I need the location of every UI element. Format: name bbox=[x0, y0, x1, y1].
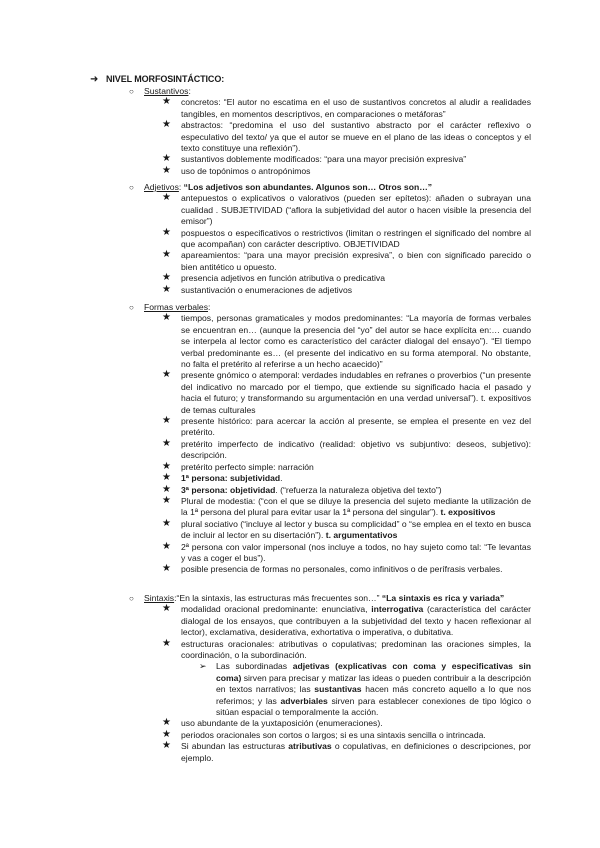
star-bullet-icon: ★ bbox=[162, 96, 171, 108]
star-bullet-icon: ★ bbox=[162, 494, 171, 506]
circle-bullet-icon: ○ bbox=[129, 87, 134, 96]
section-label: Adjetivos bbox=[144, 182, 179, 192]
arrowhead-bullet-icon: ➢ bbox=[199, 661, 207, 672]
list-item: ★ plural sociativo (“incluye al lector y busca su complicidad” o “se emplea en el texto en busca de incluir al lector en su disertación”). t. argumentativos bbox=[162, 517, 531, 541]
star-bullet-icon: ★ bbox=[162, 119, 171, 131]
section-label: Sustantivos bbox=[144, 86, 189, 96]
list-item: ★ estructuras oracionales: atributivas o copulativas; predominan las oraciones simples, la coordinación, o la subordinación. bbox=[162, 637, 531, 661]
star-bullet-icon: ★ bbox=[162, 437, 171, 449]
star-bullet-icon: ★ bbox=[162, 460, 171, 472]
section-header: ○ Sustantivos: bbox=[129, 86, 191, 96]
list-item: ★ pretérito perfecto simple: narración bbox=[162, 460, 314, 472]
star-bullet-icon: ★ bbox=[162, 472, 171, 484]
heading-title: NIVEL MORFOSINTÁCTICO bbox=[106, 74, 222, 84]
star-bullet-icon: ★ bbox=[162, 312, 171, 324]
star-bullet-icon: ★ bbox=[162, 540, 171, 552]
star-bullet-icon: ★ bbox=[162, 153, 171, 165]
star-bullet-icon: ★ bbox=[162, 192, 171, 204]
list-item: ★ uso de topónimos o antropónimos bbox=[162, 164, 311, 176]
list-item: ★ abstractos: “predomina el uso del sustantivo abstracto por el carácter reflexivo o especulativo del texto/ ya que el autor se mueve en el plano de las ideas o conceptos y el texto constituye una reflexión”). bbox=[162, 119, 531, 154]
list-item: ★ sustantivos doblemente modificados: “para una mayor precisión expresiva” bbox=[162, 153, 467, 165]
star-bullet-icon: ★ bbox=[162, 164, 171, 176]
section-sintaxis bbox=[0, 593, 600, 764]
list-item: ★ periodos oracionales son cortos o largos; si es una sintaxis sencilla o intrincada. bbox=[162, 728, 486, 740]
list-item: ★ modalidad oracional predominante: enunciativa, interrogativa (característica del carácter dialogal de los ensayos, que contribuyen a la subjetividad del texto y hacen reflexionar al lector), exclamativa, desiderativa, exhortativa o imperativa, o dubitativa. bbox=[162, 603, 531, 638]
list-item: ★ apareamientos: “para una mayor precisión expresiva”, o bien con significado parecido o bien antitético u opuesto. bbox=[162, 249, 531, 272]
section-label: Formas verbales bbox=[144, 302, 208, 312]
arrow-icon: ➜ bbox=[90, 74, 99, 85]
star-bullet-icon: ★ bbox=[162, 369, 171, 381]
list-item: ★ sustantivación o enumeraciones de adjetivos bbox=[162, 283, 353, 295]
section-sustantivos bbox=[0, 86, 600, 177]
list-item: ★ 2ª persona con valor impersonal (nos incluye a todos, no hay sujeto como tal: “Te levantas y vas a coger el bus”). bbox=[162, 540, 531, 563]
list-item: ★ 3ª persona: objetividad. (“refuerza la naturaleza objetiva del texto”) bbox=[162, 483, 442, 495]
star-bullet-icon: ★ bbox=[162, 563, 171, 575]
section-label: Sintaxis bbox=[144, 593, 175, 603]
list-item: ★ presente gnómico o atemporal: verdades indudables en refranes o proverbios (“un presente del indicativo no marcado por el tiempo, que extiende su significado hacia el pasado y hacia el futuro; y transformando su argumentación en una verdad universal”). t. expositivos de temas culturales bbox=[162, 369, 531, 415]
star-bullet-icon: ★ bbox=[162, 728, 171, 740]
section-adjetivos bbox=[0, 182, 600, 296]
sub-list-item: ➢ Las subordinadas adjetivas (explicativas con coma y especificativas sin coma) sirven para precisar y matizar las ideas o pueden contribuir a la descripción en textos narrativos; las sustantivas hacen más concreto aquello a lo que nos referimos; y las adverbiales sirven para establecer conexiones de tipo lógico o sitúan espacial o temporalmente la acción. bbox=[199, 661, 531, 718]
star-bullet-icon: ★ bbox=[162, 717, 171, 729]
circle-bullet-icon: ○ bbox=[129, 594, 134, 603]
list-item: ★ presente histórico: para acercar la acción al presente, se emplea el presente en vez del pretérito. bbox=[162, 415, 531, 438]
circle-bullet-icon: ○ bbox=[129, 183, 134, 192]
star-bullet-icon: ★ bbox=[162, 740, 171, 752]
section-formas-verbales bbox=[0, 302, 600, 576]
list-item: ★ posible presencia de formas no personales, como infinitivos o de perífrasis verbales. bbox=[162, 563, 503, 575]
star-bullet-icon: ★ bbox=[162, 272, 171, 284]
list-item: ★ Plural de modestia: (“con el que se diluye la presencia del sujeto mediante la utilización de la 1ª persona del plural para evitar usar la 1ª persona del singular”). t. expositivos bbox=[162, 494, 531, 518]
list-item: ★ presencia adjetivos en función atributiva o predicativa bbox=[162, 272, 385, 284]
star-bullet-icon: ★ bbox=[162, 603, 171, 615]
section-note: “Los adjetivos son abundantes. Algunos son… Otros son…” bbox=[183, 182, 433, 192]
list-item: ★ antepuestos o explicativos o valorativos (pueden ser epítetos): añaden o subrayan una cualidad . SUBJETIVIDAD (“aflora la subjetividad del autor o hacen visible la presencia del emisor”) bbox=[162, 192, 531, 227]
list-item: ★ concretos: “El autor no escatima en el uso de sustantivos concretos al aludir a realidades tangibles, en momentos descriptivos, en comparaciones o metáforas” bbox=[162, 96, 531, 119]
section-header: ○ Adjetivos: “Los adjetivos son abundantes. Algunos son… Otros son…” bbox=[129, 182, 433, 192]
list-item: ★ pospuestos o especificativos o restrictivos (limitan o restringen el significado del nombre al que acompañan) con carácter descriptivo. OBJETIVIDAD bbox=[162, 226, 531, 250]
star-bullet-icon: ★ bbox=[162, 483, 171, 495]
star-bullet-icon: ★ bbox=[162, 637, 171, 649]
list-item: ★ Si abundan las estructuras atributivas o copulativas, en definiciones o descripciones, por ejemplo. bbox=[162, 740, 532, 763]
star-bullet-icon: ★ bbox=[162, 226, 171, 238]
section-header: ○ Sintaxis:“En la sintaxis, las estructuras más frecuentes son…” “La sintaxis es rica y variada” bbox=[129, 593, 505, 603]
list-item: ★ tiempos, personas gramaticales y modos predominantes: “La mayoría de formas verbales se encuentran en… (aunque la presencia del “yo” del autor se hace explícita en:… cuando se interpela al lector como es característico del carácter dialogal del ensayo”). “El tiempo verbal predominante es… (el presente del indicativo en su forma atemporal. No obstante, no falta el pretérito al referirse a un hecho acaecido)” bbox=[162, 312, 531, 370]
star-bullet-icon: ★ bbox=[162, 415, 171, 427]
section-heading: ➜ NIVEL MORFOSINTÁCTICO: bbox=[90, 74, 225, 85]
star-bullet-icon: ★ bbox=[162, 517, 171, 529]
circle-bullet-icon: ○ bbox=[129, 303, 134, 312]
list-item: ★ uso abundante de la yuxtaposición (enumeraciones). bbox=[162, 717, 383, 729]
list-item: ★ pretérito imperfecto de indicativo (realidad: objetivo vs subjuntivo: deseos, subjetivo): descripción. bbox=[162, 437, 531, 461]
section-note: “La sintaxis es rica y variada” bbox=[381, 593, 505, 603]
list-item: ★ 1ª persona: subjetividad. bbox=[162, 472, 283, 484]
star-bullet-icon: ★ bbox=[162, 249, 171, 261]
star-bullet-icon: ★ bbox=[162, 283, 171, 295]
section-header: ○ Formas verbales: bbox=[129, 302, 211, 312]
